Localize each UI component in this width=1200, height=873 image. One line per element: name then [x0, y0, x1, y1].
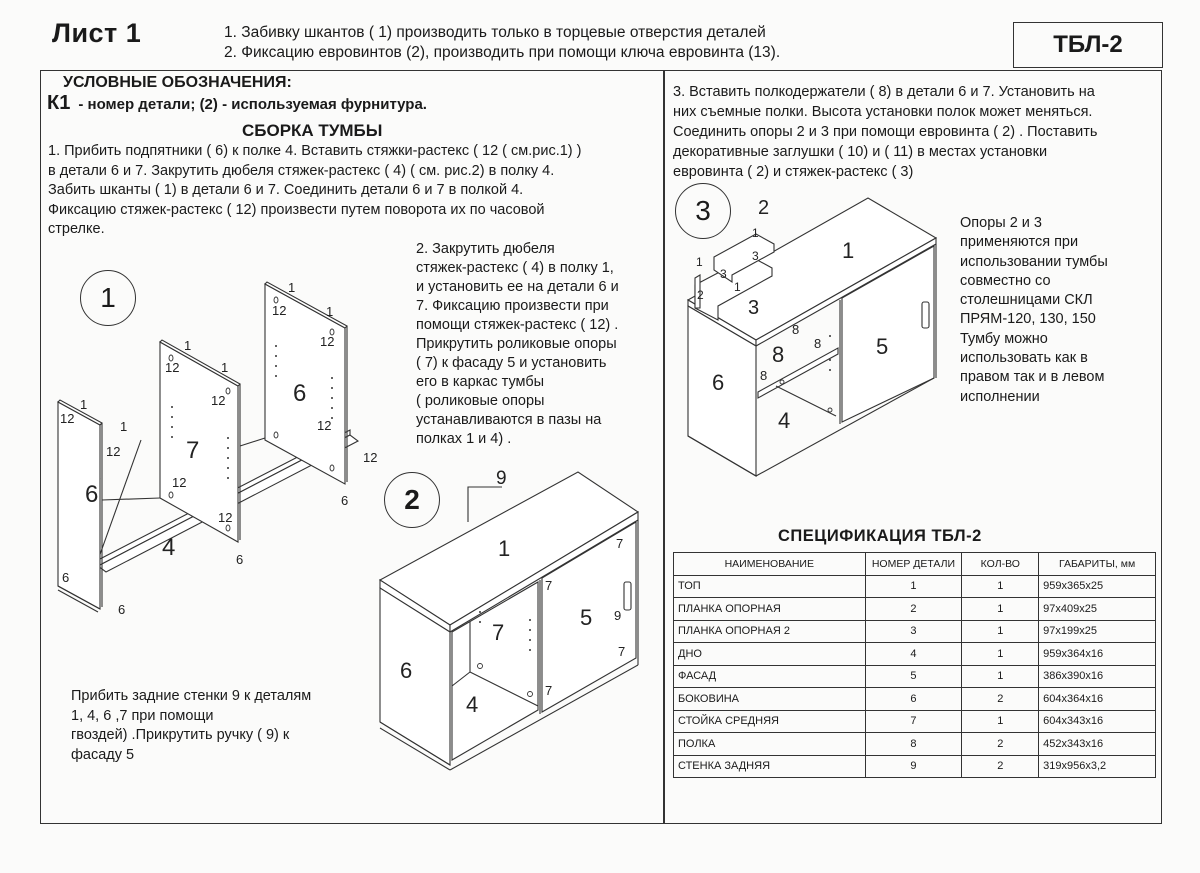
part-label-tie: 12 — [317, 418, 332, 433]
part-number-cell: 1 — [865, 575, 962, 598]
text-line: устанавливаются в пазы на — [416, 412, 602, 428]
back-panel-note — [71, 687, 371, 765]
text-line: декоративные заглушки ( 10) и ( 11) в местах установки — [673, 144, 1048, 160]
part-label-side: 6 — [400, 658, 413, 683]
table-row — [674, 755, 1156, 778]
text-line: 2. Закрутить дюбеля — [416, 241, 555, 257]
part-number-cell: 3 — [865, 620, 962, 643]
model-code: ТБЛ-2 — [1053, 31, 1123, 58]
supports-note — [960, 214, 1160, 407]
text-line: Прикрутить роликовые опоры — [416, 336, 617, 352]
part-label-support-2: 2 — [758, 197, 770, 219]
part-label-dowel: 1 — [120, 419, 128, 434]
table-row — [674, 643, 1156, 666]
part-number-cell: 4 — [865, 643, 962, 666]
dimensions-cell: 604x343x16 — [1039, 710, 1156, 733]
quantity-cell: 1 — [962, 598, 1039, 621]
part-label-tie: 12 — [218, 510, 233, 525]
text-line: в детали 6 и 7. Закрутить дюбеля стяжек-растекс ( 4) ( см. рис.2) в полку 4. — [48, 162, 555, 179]
text-line: Тумбу можно — [960, 330, 1048, 347]
spec-header-row — [674, 553, 1156, 576]
figure-3-drawing — [670, 180, 950, 490]
part-label-shelf: 8 — [772, 342, 785, 367]
header-note: 2. Фиксацию евровинтов (2), производить при помощи ключа евровинта (13). — [224, 44, 781, 61]
part-label-roller: 7 — [618, 644, 626, 659]
part-label-dowel: 1 — [752, 226, 759, 240]
sheet-title: Лист 1 — [52, 18, 142, 48]
part-name-cell: ФАСАД — [674, 665, 866, 688]
text-line: стрелке. — [48, 221, 105, 237]
column-header: КОЛ-ВО — [962, 553, 1039, 576]
part-label-euroscrew: 2 — [697, 288, 704, 302]
legend-line — [47, 92, 427, 115]
part-name-cell: ДНО — [674, 643, 866, 666]
legend-title: УСЛОВНЫЕ ОБОЗНАЧЕНИЯ: — [63, 74, 292, 91]
quantity-cell: 2 — [962, 688, 1039, 711]
table-row — [674, 620, 1156, 643]
text-line: евровинта ( 2) и стяжек-растекс ( 3) — [673, 164, 914, 180]
step-3-text — [673, 82, 1159, 182]
dimensions-cell: 959x365x25 — [1039, 575, 1156, 598]
header-note: 1. Забивку шкантов ( 1) производить только в торцевые отверстия деталей — [224, 24, 766, 41]
quantity-cell: 1 — [962, 643, 1039, 666]
part-label-dowel: 1 — [734, 280, 741, 294]
part-number-cell: 7 — [865, 710, 962, 733]
part-label-bottom: 4 — [466, 692, 479, 717]
part-label-tie: 12 — [363, 450, 378, 465]
part-name-cell: СТЕНКА ЗАДНЯЯ — [674, 755, 866, 778]
quantity-cell: 1 — [962, 620, 1039, 643]
part-label-side: 6 — [712, 370, 725, 395]
column-header: ГАБАРИТЫ, мм — [1039, 553, 1156, 576]
text-line: фасаду 5 — [71, 746, 135, 763]
part-label-side: 6 — [85, 481, 99, 508]
part-name-cell: БОКОВИНА — [674, 688, 866, 711]
dimensions-cell: 452x343x16 — [1039, 733, 1156, 756]
part-label-back: 9 — [496, 468, 507, 489]
part-label-dowel: 1 — [288, 280, 296, 295]
text-line: исполнении — [960, 388, 1040, 405]
table-row — [674, 575, 1156, 598]
dimensions-cell: 97x409x25 — [1039, 598, 1156, 621]
part-number-cell: 9 — [865, 755, 962, 778]
part-label-side: 6 — [293, 380, 307, 407]
part-number-cell: 8 — [865, 733, 962, 756]
legend-description: - номер детали; (2) - используемая фурнитура. — [78, 96, 427, 113]
text-line: применяются при — [960, 234, 1079, 251]
assembly-title: СБОРКА ТУМБЫ — [242, 121, 383, 140]
dimensions-cell: 959x364x16 — [1039, 643, 1156, 666]
part-label-dowel: 1 — [696, 255, 703, 269]
quantity-cell: 2 — [962, 733, 1039, 756]
quantity-cell: 1 — [962, 575, 1039, 598]
column-header: НАИМЕНОВАНИЕ — [674, 553, 866, 576]
figure-number: 1 — [100, 282, 116, 313]
text-line: совместно со — [960, 272, 1051, 289]
table-row — [674, 733, 1156, 756]
part-label-tie: 3 — [720, 267, 727, 281]
part-label-tie: 12 — [320, 334, 335, 349]
text-line: 3. Вставить полкодержатели ( 8) в детали 6 и 7. Установить на — [673, 84, 1095, 100]
part-label-tie: 12 — [211, 393, 226, 408]
legend-part-symbol: К1 — [47, 92, 71, 114]
part-label-bottom: 4 — [162, 534, 176, 561]
text-line: использовать как в — [960, 350, 1088, 367]
step-2-text — [416, 240, 656, 449]
column-header: НОМЕР ДЕТАЛИ — [865, 553, 962, 576]
text-line: столешницами СКЛ — [960, 292, 1093, 309]
spec-table — [673, 552, 1156, 778]
text-line: его в каркас тумбы — [416, 374, 545, 390]
part-label-tie: 12 — [60, 411, 75, 426]
text-line: ( 7) к фасаду 5 и установить — [416, 355, 607, 371]
part-label-bottom: 4 — [778, 408, 791, 433]
part-label-dowel: 1 — [80, 397, 88, 412]
text-line: и установить ее на детали 6 и — [416, 279, 619, 295]
text-line: использовании тумбы — [960, 253, 1108, 270]
text-line: ПРЯМ-120, 130, 150 — [960, 311, 1096, 328]
frame-divider — [663, 70, 665, 824]
part-label-dowel: 1 — [326, 304, 334, 319]
text-line: 1. Прибить подпятники ( 6) к полке 4. Вставить стяжки-растекс ( 12 ( см.рис.1) ) — [48, 143, 582, 159]
part-label-foot: 6 — [341, 493, 349, 508]
quantity-cell: 1 — [962, 665, 1039, 688]
part-label-foot: 6 — [236, 552, 244, 567]
figure-2-drawing — [370, 460, 660, 780]
part-label-tie: 3 — [752, 249, 759, 263]
model-code-box — [1013, 22, 1163, 68]
part-label-tie: 12 — [272, 303, 287, 318]
text-line: 7. Фиксацию произвести при — [416, 298, 609, 314]
figure-number: 2 — [404, 484, 420, 515]
dimensions-cell: 319x956x3,2 — [1039, 755, 1156, 778]
part-name-cell: СТОЙКА СРЕДНЯЯ — [674, 710, 866, 733]
part-label-middle: 7 — [186, 437, 200, 464]
part-label-holder: 8 — [792, 322, 800, 337]
part-label-top: 1 — [498, 536, 511, 561]
text-line: Соединить опоры 2 и 3 при помощи евровинта ( 2) . Поставить — [673, 124, 1098, 140]
table-row — [674, 665, 1156, 688]
part-label-tie: 12 — [165, 360, 180, 375]
part-label-roller: 7 — [545, 683, 553, 698]
part-label-roller: 7 — [545, 578, 553, 593]
text-line: Опоры 2 и 3 — [960, 215, 1042, 231]
part-label-dowel: 1 — [221, 360, 229, 375]
text-line: 1, 4, 6 ,7 при помощи — [71, 707, 214, 724]
text-line: стяжек-растекс ( 4) в полку 1, — [416, 260, 614, 276]
handle — [922, 302, 929, 328]
part-label-dowel: 1 — [184, 338, 192, 353]
figure-1-drawing — [40, 260, 380, 620]
text-line: них съемные полки. Высота установки полок может меняться. — [673, 104, 1093, 120]
header-notes — [224, 23, 780, 63]
part-label-support-3: 3 — [748, 297, 760, 319]
part-name-cell: ПЛАНКА ОПОРНАЯ 2 — [674, 620, 866, 643]
table-row — [674, 710, 1156, 733]
part-number-cell: 5 — [865, 665, 962, 688]
text-line: Фиксацию стяжек-растекс ( 12) произвести путем поворота их по часовой — [48, 201, 545, 218]
table-row — [674, 598, 1156, 621]
part-label-tie: 12 — [106, 444, 121, 459]
part-label-middle: 7 — [492, 620, 505, 645]
part-label-handle: 9 — [614, 608, 622, 623]
text-line: гвоздей) .Прикрутить ручку ( 9) к — [71, 727, 290, 743]
part-label-roller: 7 — [616, 536, 624, 551]
figure-number: 3 — [695, 195, 711, 226]
part-number-cell: 6 — [865, 688, 962, 711]
part-label-foot: 6 — [118, 602, 126, 617]
part-label-facade: 5 — [580, 605, 593, 630]
step-1-text — [48, 142, 660, 240]
handle — [624, 582, 631, 610]
spec-title: СПЕЦИФИКАЦИЯ ТБЛ-2 — [778, 527, 982, 545]
quantity-cell: 2 — [962, 755, 1039, 778]
quantity-cell: 1 — [962, 710, 1039, 733]
part-name-cell: ПОЛКА — [674, 733, 866, 756]
dimensions-cell: 386x390x16 — [1039, 665, 1156, 688]
part-label-tie: 12 — [172, 475, 187, 490]
table-row — [674, 688, 1156, 711]
part-name-cell: ПЛАНКА ОПОРНАЯ — [674, 598, 866, 621]
text-line: полках 1 и 4) . — [416, 431, 512, 447]
text-line: помощи стяжек-растекс ( 12) . — [416, 317, 619, 333]
dimensions-cell: 97x199x25 — [1039, 620, 1156, 643]
text-line: ( роликовые опоры — [416, 393, 545, 409]
text-line: правом так и в левом — [960, 369, 1105, 386]
part-number-cell: 2 — [865, 598, 962, 621]
part-label-top: 1 — [842, 238, 855, 263]
text-line: Прибить задние стенки 9 к деталям — [71, 688, 312, 704]
part-name-cell: ТОП — [674, 575, 866, 598]
part-label-foot: 6 — [62, 570, 70, 585]
part-label-facade: 5 — [876, 334, 889, 359]
text-line: Забить шканты ( 1) в детали 6 и 7. Соединить детали 6 и 7 в полкой 4. — [48, 182, 524, 198]
part-label-holder: 8 — [814, 336, 822, 351]
dimensions-cell: 604x364x16 — [1039, 688, 1156, 711]
shelf — [758, 348, 838, 398]
part-label-holder: 8 — [760, 368, 768, 383]
